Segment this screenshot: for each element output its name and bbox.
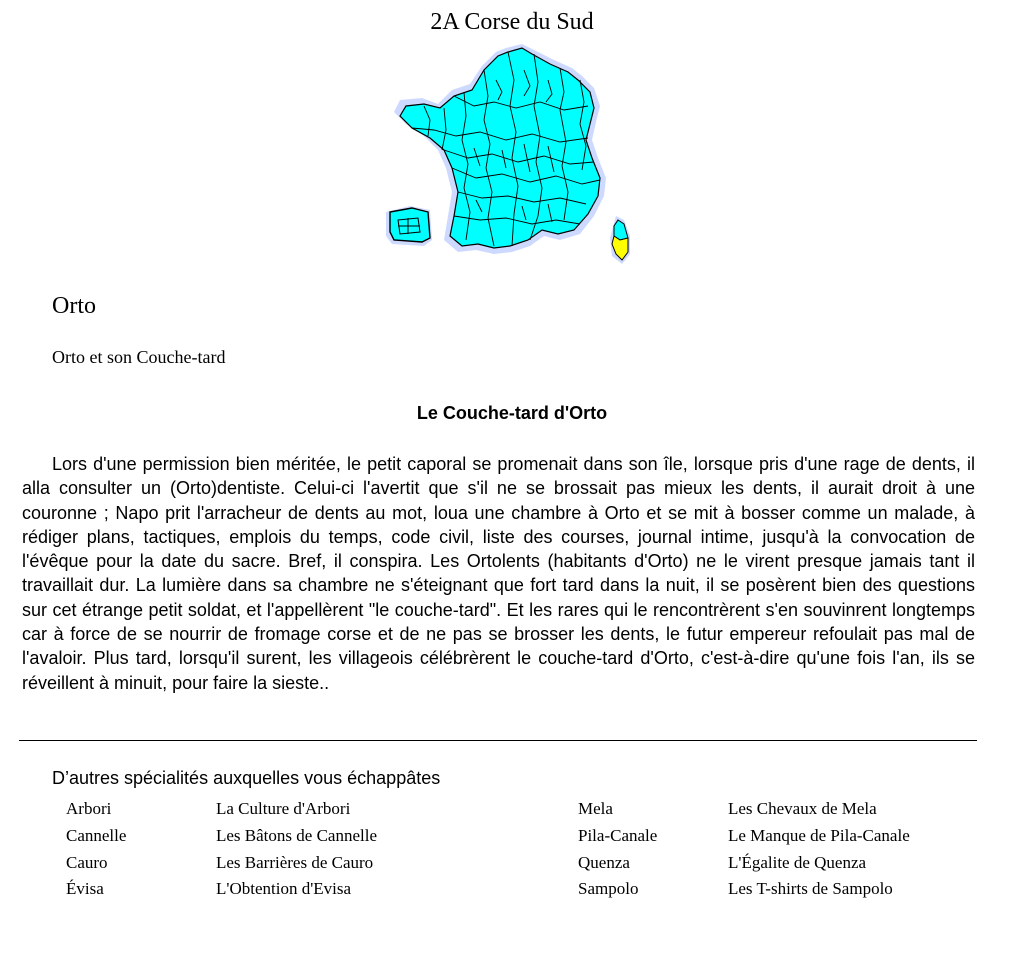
- france-department-map: [384, 40, 640, 264]
- commune-link[interactable]: Mela: [578, 799, 613, 819]
- others-row: [66, 823, 377, 850]
- specialty-link[interactable]: L'Obtention d'Evisa: [216, 879, 352, 899]
- specialty-link[interactable]: Les T-shirts de Sampolo: [728, 879, 893, 899]
- others-row: [578, 796, 910, 823]
- others-row: [578, 823, 910, 850]
- others-row: [66, 796, 377, 823]
- story-body: Lors d'une permission bien méritée, le petit caporal se promenait dans son île, lorsque pris d'une rage de dents, il alla consulter un (Orto)dentiste. Celui-ci l'avertit que s'il ne se brossait pas mieux les dents, il aurait droit à une couronne ; Napo prit l'arracheur de dents au mot, loua une chambre à Orto et se mit à bosser comme un malade, à rédiger plans, tactiques, emplois du temps, code civil, liste des courses, journal intime, jusqu'à la convocation de l'évêque pour la date du sacre. Bref, il conspira. Les Ortolents (habitants d'Orto) ne le virent presque jamais tant il travaillait dur. La lumière dans sa chambre ne s'éteignant que fort tard dans la nuit, il se posèrent bien des questions sur cet étrange petit soldat, et l'appellèrent "le couche-tard". Et les rares qui le rencontrèrent s'en souvinrent longtemps car à force de se nourrir de fromage corse et de ne pas se brosser les dents, le futur empereur refoulait pas mal de l'avaloir. Plus tard, lorsqu'il surent, les villageois célébrèrent le couche-tard d'Orto, c'est-à-dire qu'une fois l'an, ils se réveillent à minuit, pour faire la sieste..: [22, 454, 975, 693]
- commune-link[interactable]: Cannelle: [66, 826, 127, 846]
- others-row: [578, 876, 910, 903]
- others-list-left: [66, 796, 377, 903]
- others-row: [66, 849, 377, 876]
- specialty-link[interactable]: Le Manque de Pila-Canale: [728, 826, 910, 846]
- commune-name: Orto: [52, 293, 96, 319]
- department-title: 2A Corse du Sud: [430, 9, 594, 35]
- others-heading: D’autres spécialités auxquelles vous échappâtes: [52, 768, 441, 788]
- commune-link[interactable]: Pila-Canale: [578, 826, 658, 846]
- specialty-link[interactable]: Les Barrières de Cauro: [216, 852, 374, 872]
- commune-link[interactable]: Évisa: [66, 879, 104, 899]
- story-title: Le Couche-tard d'Orto: [416, 403, 608, 423]
- specialty-link[interactable]: Les Chevaux de Mela: [728, 799, 877, 819]
- others-list-right: [578, 796, 910, 903]
- commune-link[interactable]: Cauro: [66, 852, 108, 872]
- section-divider: [19, 740, 977, 741]
- commune-link[interactable]: Quenza: [578, 852, 630, 872]
- commune-link[interactable]: Arbori: [66, 799, 112, 819]
- specialty-link[interactable]: Les Bâtons de Cannelle: [216, 826, 377, 846]
- others-row: [578, 849, 910, 876]
- commune-link[interactable]: Sampolo: [578, 879, 639, 899]
- commune-subtitle: Orto et son Couche-tard: [52, 347, 226, 367]
- idf-inset: [386, 206, 432, 246]
- others-row: [66, 876, 377, 903]
- specialty-link[interactable]: La Culture d'Arbori: [216, 799, 351, 819]
- specialty-link[interactable]: L'Égalite de Quenza: [728, 852, 867, 872]
